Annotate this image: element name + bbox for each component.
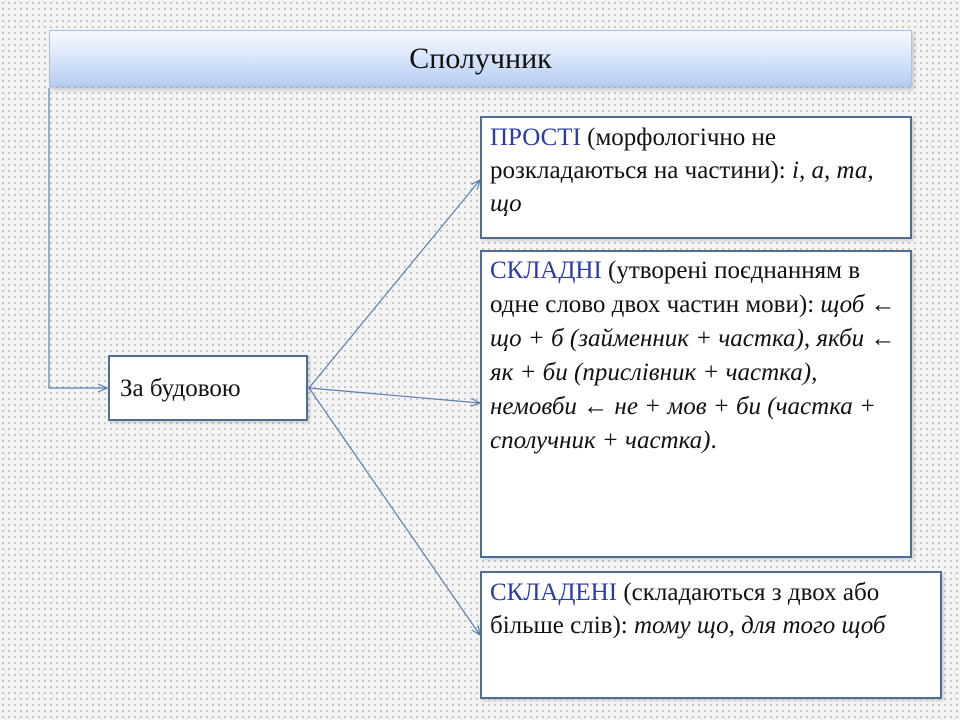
simple-keyword: ПРОСТІ <box>490 124 581 151</box>
root-node <box>108 355 308 421</box>
complex-description: (утворені поєднанням в одне слово двох частин мови): <box>490 257 861 318</box>
compound-examples: тому що, для того щоб <box>633 612 886 639</box>
simple-node <box>480 116 912 239</box>
compound-description: (складаються з двох або більше слів): <box>490 579 880 639</box>
compound-node <box>480 571 942 699</box>
root-to-simple-connector <box>309 180 480 388</box>
complex-examples: щоб ← що + б (займенник + частка), якби ← як + би (прислівник + частка), немовби ← не + мов + би (частка + сполучник + частка) <box>490 291 896 454</box>
complex-keyword: СКЛАДНІ <box>490 257 602 284</box>
complex-node <box>480 250 912 558</box>
complex-trailing: . <box>710 427 717 454</box>
compound-keyword: СКЛАДЕНІ <box>490 579 618 606</box>
simple-description: (морфологічно не розкладаються на частини): <box>490 124 793 184</box>
page-title: Сполучник <box>409 41 552 75</box>
root-to-compound-connector <box>309 388 480 635</box>
simple-examples: і, а, та, що <box>490 157 874 217</box>
title-to-root-connector <box>49 88 107 388</box>
root-to-complex-connector <box>309 388 480 403</box>
root-label: За будовою <box>120 374 241 402</box>
title-bar <box>49 30 912 87</box>
